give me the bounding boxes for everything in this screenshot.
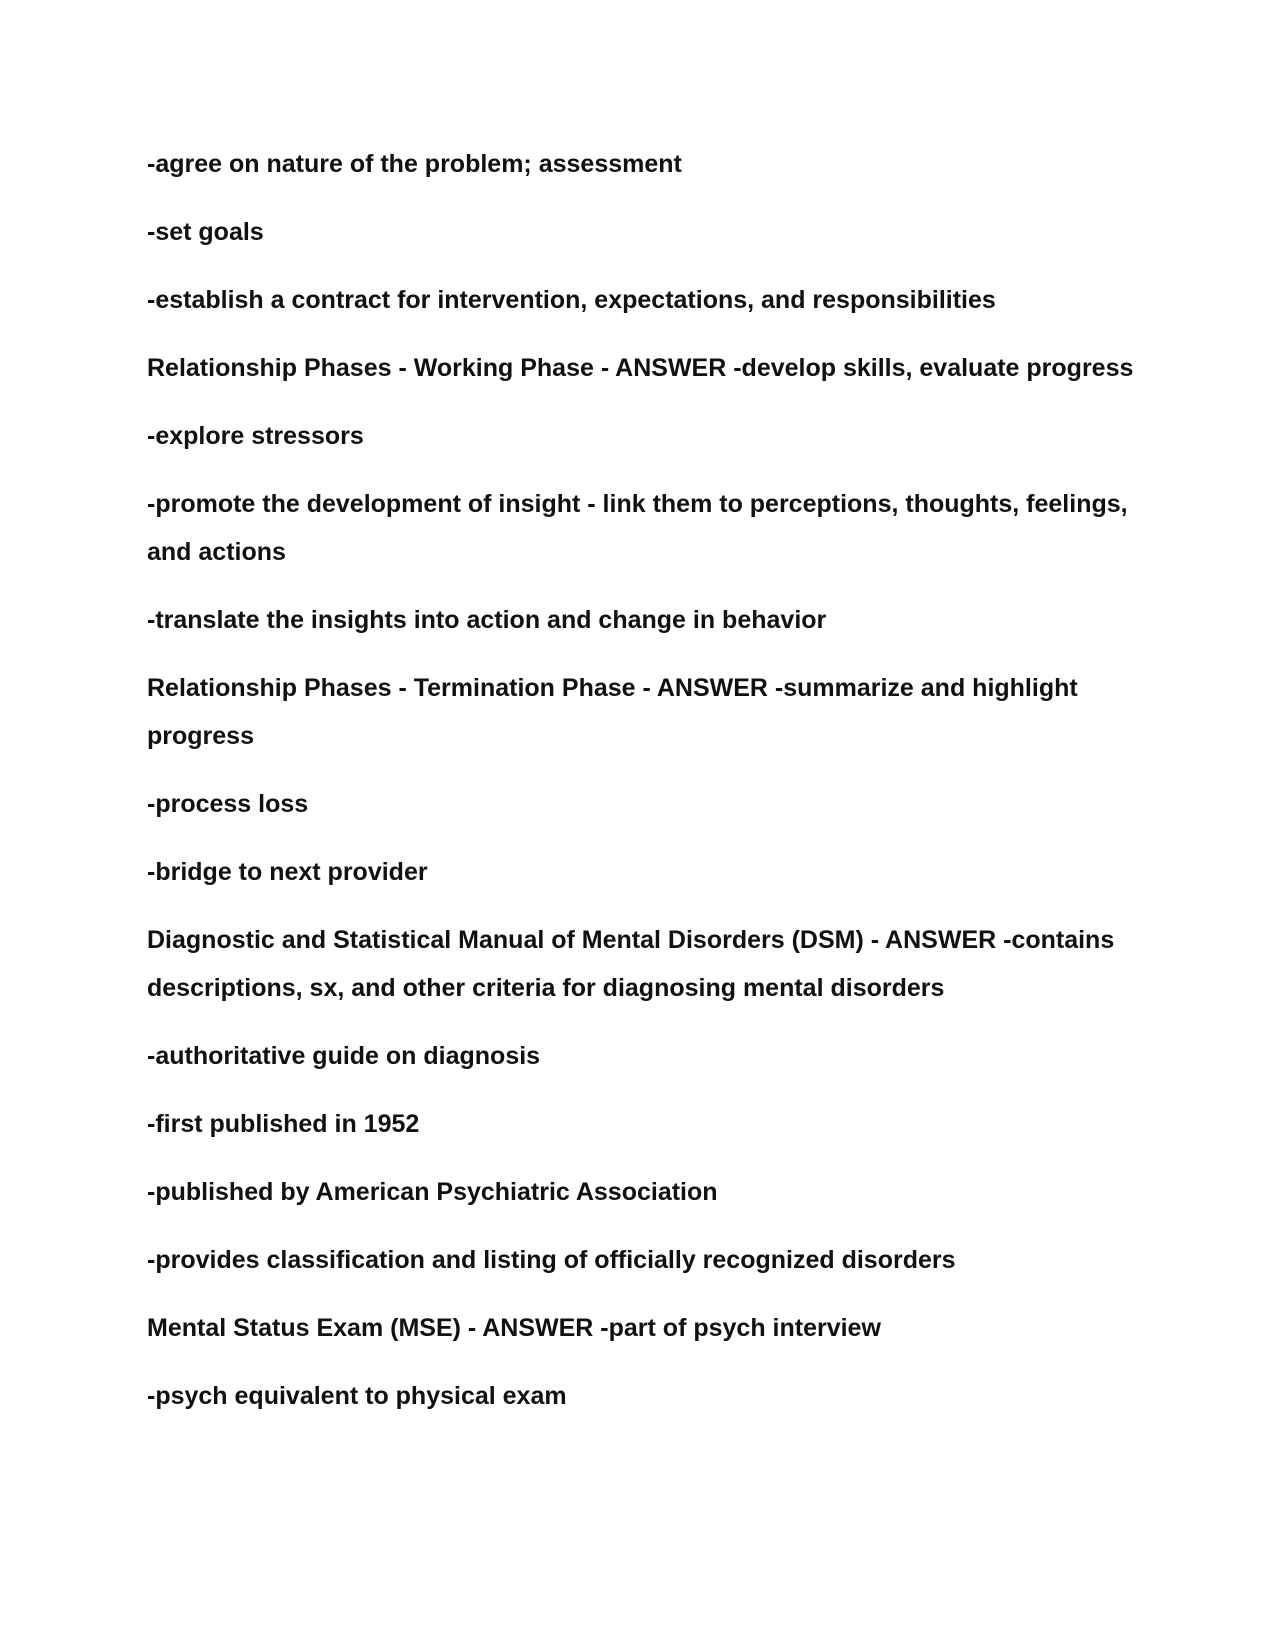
paragraph-explore-stressors: -explore stressors <box>147 422 364 450</box>
paragraph-published-by-apa: -published by American Psychiatric Association <box>147 1178 718 1206</box>
paragraph-classification: -provides classification and listing of officially recognized disorders <box>147 1246 956 1274</box>
paragraph-bridge-provider: -bridge to next provider <box>147 858 428 886</box>
paragraph-first-published: -first published in 1952 <box>147 1110 420 1138</box>
paragraph-agree-on-problem: -agree on nature of the problem; assessment <box>147 150 682 178</box>
paragraph-process-loss: -process loss <box>147 790 309 818</box>
paragraph-termination-phase: Relationship Phases - Termination Phase - ANSWER -summarize and highlight progress <box>147 674 1078 750</box>
paragraph-dsm: Diagnostic and Statistical Manual of Mental Disorders (DSM) - ANSWER -contains descriptions, sx, and other criteria for diagnosing mental disorders <box>147 926 1115 1002</box>
paragraph-mse: Mental Status Exam (MSE) - ANSWER -part of psych interview <box>147 1314 881 1342</box>
paragraph-authoritative-guide: -authoritative guide on diagnosis <box>147 1042 541 1070</box>
paragraph-promote-insight: -promote the development of insight - link them to perceptions, thoughts, feelings, and actions <box>147 490 1128 566</box>
paragraph-establish-contract: -establish a contract for intervention, expectations, and responsibilities <box>147 286 996 314</box>
document-body <box>147 140 1147 1440</box>
paragraph-set-goals: -set goals <box>147 218 264 246</box>
paragraph-psych-equivalent: -psych equivalent to physical exam <box>147 1382 567 1410</box>
paragraph-working-phase: Relationship Phases - Working Phase - ANSWER -develop skills, evaluate progress <box>147 354 1134 382</box>
paragraph-translate-insights: -translate the insights into action and change in behavior <box>147 606 827 634</box>
